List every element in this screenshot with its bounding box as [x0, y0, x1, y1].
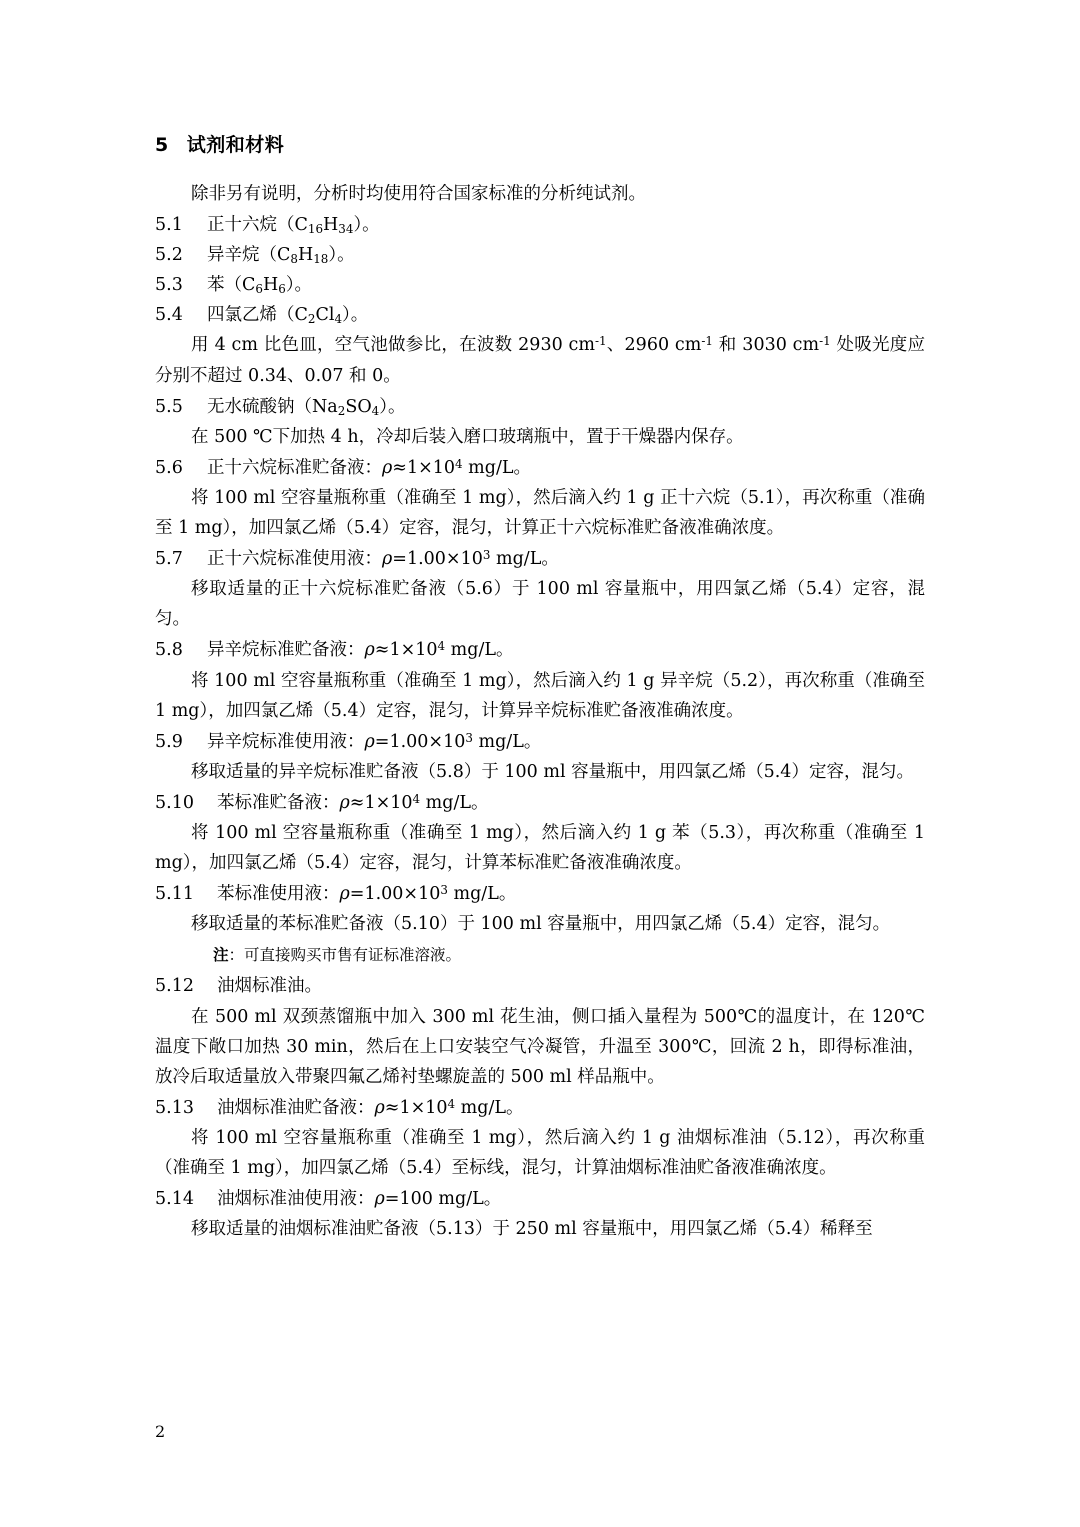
paragraph-5-12: 在 500 ml 双颈蒸馏瓶中加入 300 ml 花生油，侧口插入量程为 500℃的温度计，在 120℃温度下敞口加热 30 min，然后在上口安装空气冷凝管，升温至 300℃，回流 2 h，即得标准油，放冷后取适量放入带聚四氟乙烯衬垫螺旋盖的 500 ml 样品瓶中。	[155, 1006, 925, 1087]
item-5-9: 5.9 异辛烷标准使用液：$\rho=1.00\times 10^3$ mg/L。	[155, 727, 925, 757]
paragraph-5-5: 在 500 ℃下加热 4 h，冷却后装入磨口玻璃瓶中，置于干燥器内保存。	[191, 426, 744, 447]
item-5-5: 5.5 无水硫酸钠$(Na_2SO_4)$。	[155, 392, 925, 422]
item-5-2: 5.2 异辛烷$(C_8H_{18})$。	[155, 240, 925, 270]
item-label: 5.8	[155, 640, 183, 661]
item-label: 5.10	[155, 792, 194, 813]
section-number: 5	[155, 134, 169, 156]
item-label: 5.11	[155, 884, 194, 905]
paragraph-5-9: 移取适量的异辛烷标准贮备液（5.8）于 100 ml 容量瓶中，用四氯乙烯（5.4）定容，混匀。	[191, 761, 914, 782]
item-5-3: 5.3 苯$(C_6H_6)$。	[155, 270, 925, 300]
item-label: 5.6	[155, 457, 183, 478]
item-label: 5.4	[155, 305, 183, 326]
item-label: 5.1	[155, 215, 183, 236]
item-5-10: 5.10 苯标准贮备液：$\rho\approx 1\times 10^4$ mg/L。	[155, 788, 925, 818]
page-number: 2	[155, 1422, 166, 1441]
item-label: 5.5	[155, 396, 183, 417]
note-label: 注	[213, 946, 229, 965]
item-5-14: 5.14 油烟标准油使用液：ρ=100 mg/L。	[155, 1184, 925, 1214]
paragraph-5-8: 将 100 ml 空容量瓶称重（准确至 1 mg），然后滴入约 1 g 异辛烷（5.2），再次称重（准确至 1 mg），加四氯乙烯（5.4）定容，混匀，计算异辛烷标准贮备液准确浓度。	[155, 670, 925, 721]
item-5-1: 5.1 正十六烷$(C_{16}H_{34})$。	[155, 210, 925, 240]
item-label: 5.12	[155, 976, 194, 997]
item-5-12: 5.12 油烟标准油。	[155, 971, 925, 1001]
item-5-11: 5.11 苯标准使用液：$\rho=1.00\times 10^3$ mg/L。	[155, 879, 925, 909]
item-5-7: 5.7 正十六烷标准使用液：$\rho=1.00\times 10^3$ mg/L。	[155, 544, 925, 574]
intro-paragraph: 除非另有说明，分析时均使用符合国家标准的分析纯试剂。	[191, 184, 646, 204]
item-label: 5.7	[155, 549, 183, 570]
paragraph-5-11: 移取适量的苯标准贮备液（5.10）于 100 ml 容量瓶中，用四氯乙烯（5.4）定容，混匀。	[191, 914, 891, 935]
item-label: 5.2	[155, 245, 183, 266]
item-label: 5.13	[155, 1097, 194, 1118]
paragraph-5-13: 将 100 ml 空容量瓶称重（准确至 1 mg），然后滴入约 1 g 油烟标准油（5.12），再次称重（准确至 1 mg），加四氯乙烯（5.4）至标线，混匀，计算油烟标准油贮备液准确浓度。	[155, 1127, 925, 1178]
paragraph-5-6: 将 100 ml 空容量瓶称重（准确至 1 mg），然后滴入约 1 g 正十六烷（5.1），再次称重（准确至 1 mg），加四氯乙烯（5.4）定容，混匀，计算正十六烷标准贮备液准确浓度。	[155, 487, 925, 539]
item-label: 5.14	[155, 1189, 194, 1210]
item-label: 5.9	[155, 731, 183, 752]
section-title: 试剂和材料	[186, 134, 285, 156]
paragraph-5-10: 将 100 ml 空容量瓶称重（准确至 1 mg），然后滴入约 1 g 苯（5.3），再次称重（准确至 1 mg），加四氯乙烯（5.4）定容，混匀，计算苯标准贮备液准确浓度。	[155, 822, 925, 874]
item-5-6: 5.6 正十六烷标准贮备液：$\rho\approx 1\times 10^4$ mg/L。	[155, 453, 925, 483]
item-5-4: 5.4 四氯乙烯$(C_2Cl_4)$。	[155, 300, 925, 330]
paragraph-5-4: 用 4 cm 比色皿，空气池做参比，在波数 2930 $cm^{-1}$、2960 $cm^{-1}$ 和 3030 $cm^{-1}$ 处吸光度应分别不超过 0.34、0.07 和 0。	[155, 334, 926, 386]
item-5-13: 5.13 油烟标准油贮备液：$\rho\approx 1\times 10^4$ mg/L。	[155, 1093, 925, 1123]
note-text: ：可直接购买市售有证标准溶液。	[228, 946, 462, 965]
item-label: 5.3	[155, 275, 183, 296]
paragraph-5-14: 移取适量的油烟标准油贮备液（5.13）于 250 ml 容量瓶中，用四氯乙烯（5.4）稀释至	[191, 1219, 873, 1240]
section-heading	[155, 130, 925, 157]
paragraph-5-7: 移取适量的正十六烷标准贮备液（5.6）于 100 ml 容量瓶中，用四氯乙烯（5.4）定容，混匀。	[155, 579, 925, 630]
item-5-8: 5.8 异辛烷标准贮备液：$\rho\approx 1\times 10^4$ mg/L。	[155, 635, 925, 665]
note-5-11	[155, 940, 925, 970]
